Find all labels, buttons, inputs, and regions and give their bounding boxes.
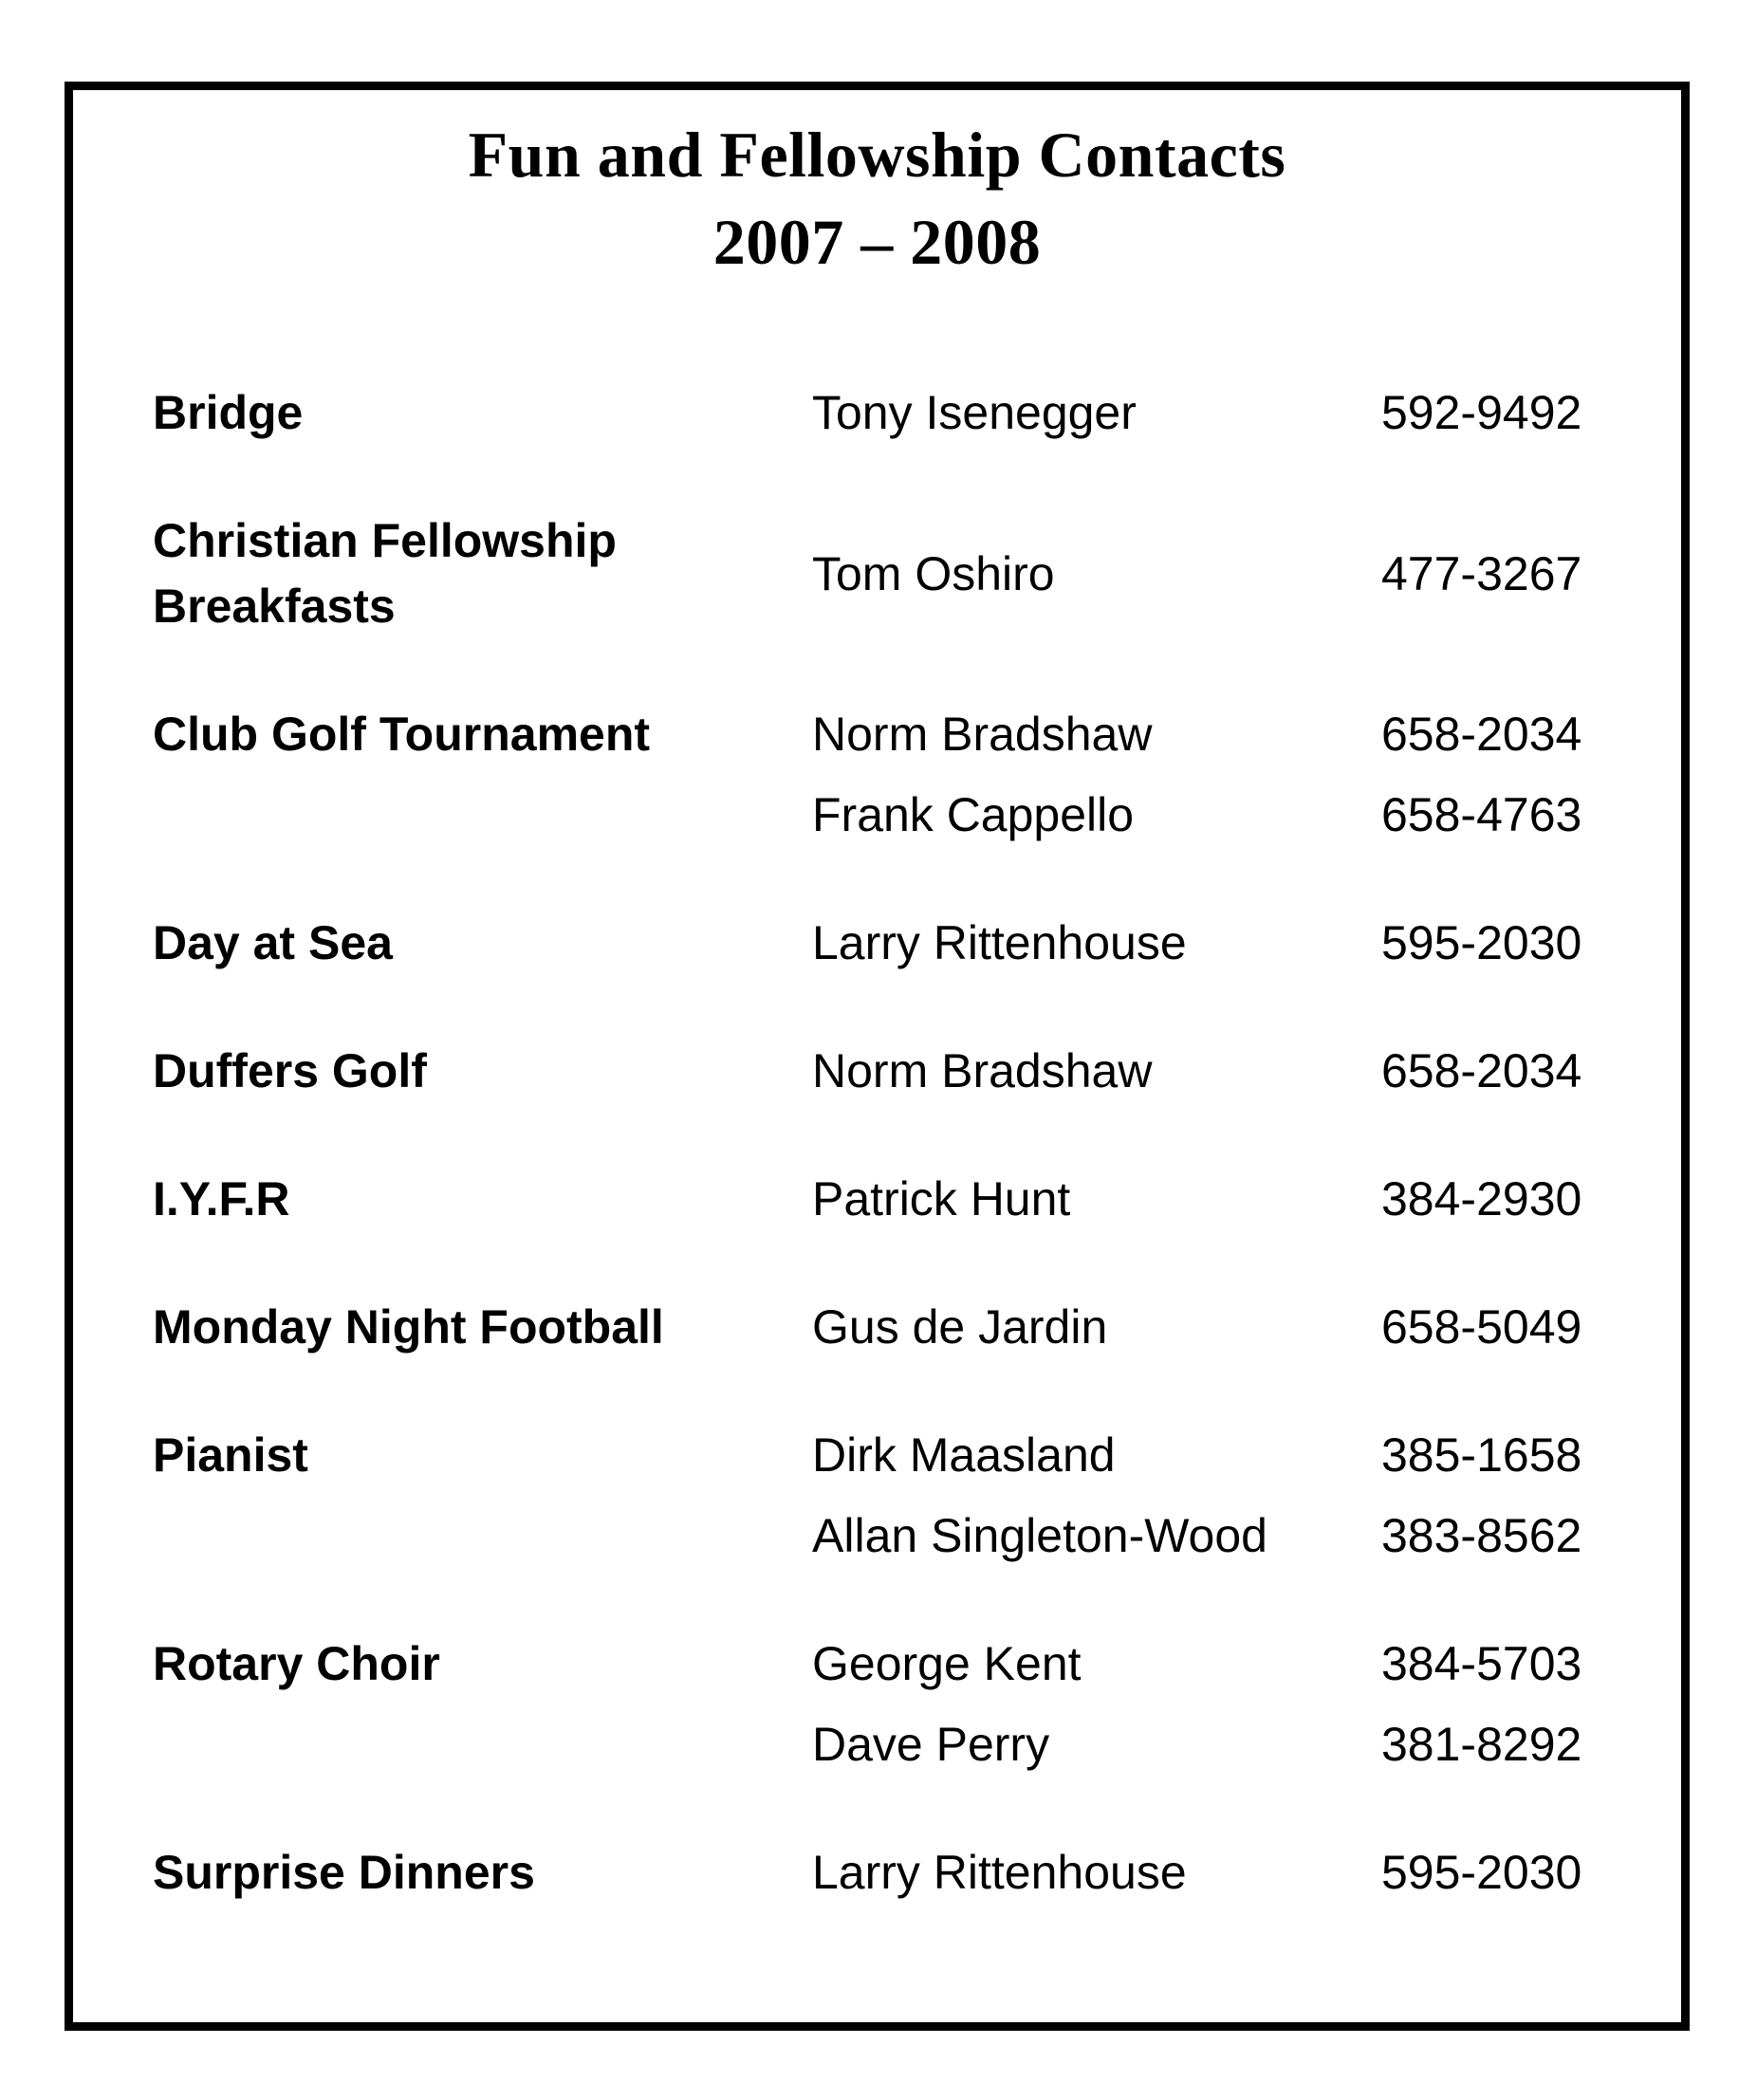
contact-group <box>153 508 1653 639</box>
document-title-line1: Fun and Fellowship Contacts <box>468 119 1286 191</box>
contact-entry <box>812 1295 1653 1360</box>
contact-entry <box>812 1712 1653 1778</box>
contact-entry <box>812 380 1653 446</box>
contact-list <box>73 380 1681 1906</box>
contact-group <box>153 1039 1653 1104</box>
contact-entries <box>812 380 1653 446</box>
contact-phone: 595-2030 <box>1381 916 1582 969</box>
contact-phone: 658-2034 <box>1381 1044 1582 1097</box>
contact-name: Larry Rittenhouse <box>812 916 1187 969</box>
contact-phone: 658-4763 <box>1381 788 1582 841</box>
activity-label: I.Y.F.R <box>153 1172 290 1225</box>
contact-entry <box>812 911 1653 976</box>
activity-label: Day at Sea <box>153 916 393 969</box>
contact-group <box>153 1167 1653 1232</box>
contact-name: Allan Singleton-Wood <box>812 1509 1267 1562</box>
contact-name: George Kent <box>812 1637 1082 1690</box>
contact-entry <box>812 702 1653 767</box>
document-border-frame <box>65 82 1690 2031</box>
contact-name: Patrick Hunt <box>812 1172 1071 1225</box>
contact-phone: 385-1658 <box>1381 1428 1582 1482</box>
contact-name: Dave Perry <box>812 1718 1050 1771</box>
contact-phone: 658-2034 <box>1381 708 1582 761</box>
contact-phone: 381-8292 <box>1381 1718 1582 1771</box>
contact-entry <box>812 783 1653 848</box>
document-title-line2: 2007 – 2008 <box>712 206 1042 278</box>
contact-phone: 658-5049 <box>1381 1300 1582 1354</box>
activity-label: Rotary Choir <box>153 1637 440 1690</box>
contact-phone: 383-8562 <box>1381 1509 1582 1562</box>
contact-phone: 384-5703 <box>1381 1637 1582 1690</box>
contact-entries <box>812 702 1653 848</box>
contact-entry <box>812 1503 1653 1569</box>
contact-entries <box>812 542 1653 607</box>
contact-entry <box>812 1631 1653 1697</box>
contact-name: Tony Isenegger <box>812 386 1137 439</box>
activity-label: Christian Fellowship Breakfasts <box>153 514 617 633</box>
contact-entry <box>812 1039 1653 1104</box>
contact-group <box>153 380 1653 446</box>
contact-name: Dirk Maasland <box>812 1428 1116 1482</box>
contact-name: Larry Rittenhouse <box>812 1846 1187 1899</box>
contact-name: Norm Bradshaw <box>812 708 1153 761</box>
contact-phone: 592-9492 <box>1381 386 1582 439</box>
contact-phone: 477-3267 <box>1381 546 1582 600</box>
contact-entries <box>812 1423 1653 1569</box>
activity-label: Surprise Dinners <box>153 1846 535 1899</box>
contact-group <box>153 1631 1653 1778</box>
contact-group <box>153 702 1653 848</box>
contact-name: Tom Oshiro <box>812 546 1055 600</box>
contact-entry <box>812 1840 1653 1906</box>
contact-entries <box>812 1840 1653 1906</box>
contact-name: Gus de Jardin <box>812 1300 1108 1354</box>
contact-name: Frank Cappello <box>812 788 1135 841</box>
contact-entries <box>812 1167 1653 1232</box>
activity-label: Pianist <box>153 1428 308 1482</box>
contact-group <box>153 911 1653 976</box>
document-title <box>73 111 1681 286</box>
activity-label: Bridge <box>153 386 304 439</box>
contact-entries <box>812 1631 1653 1778</box>
contact-phone: 595-2030 <box>1381 1846 1582 1899</box>
contact-group <box>153 1295 1653 1360</box>
contact-group <box>153 1840 1653 1906</box>
contact-entries <box>812 1039 1653 1104</box>
contact-phone: 384-2930 <box>1381 1172 1582 1225</box>
contact-entry <box>812 1423 1653 1488</box>
activity-label: Duffers Golf <box>153 1044 427 1097</box>
contact-group <box>153 1423 1653 1569</box>
contact-entries <box>812 1295 1653 1360</box>
contact-name: Norm Bradshaw <box>812 1044 1153 1097</box>
activity-label: Monday Night Football <box>153 1300 664 1354</box>
contact-entries <box>812 911 1653 976</box>
contact-entry <box>812 1167 1653 1232</box>
contact-entry <box>812 542 1653 607</box>
activity-label: Club Golf Tournament <box>153 708 651 761</box>
